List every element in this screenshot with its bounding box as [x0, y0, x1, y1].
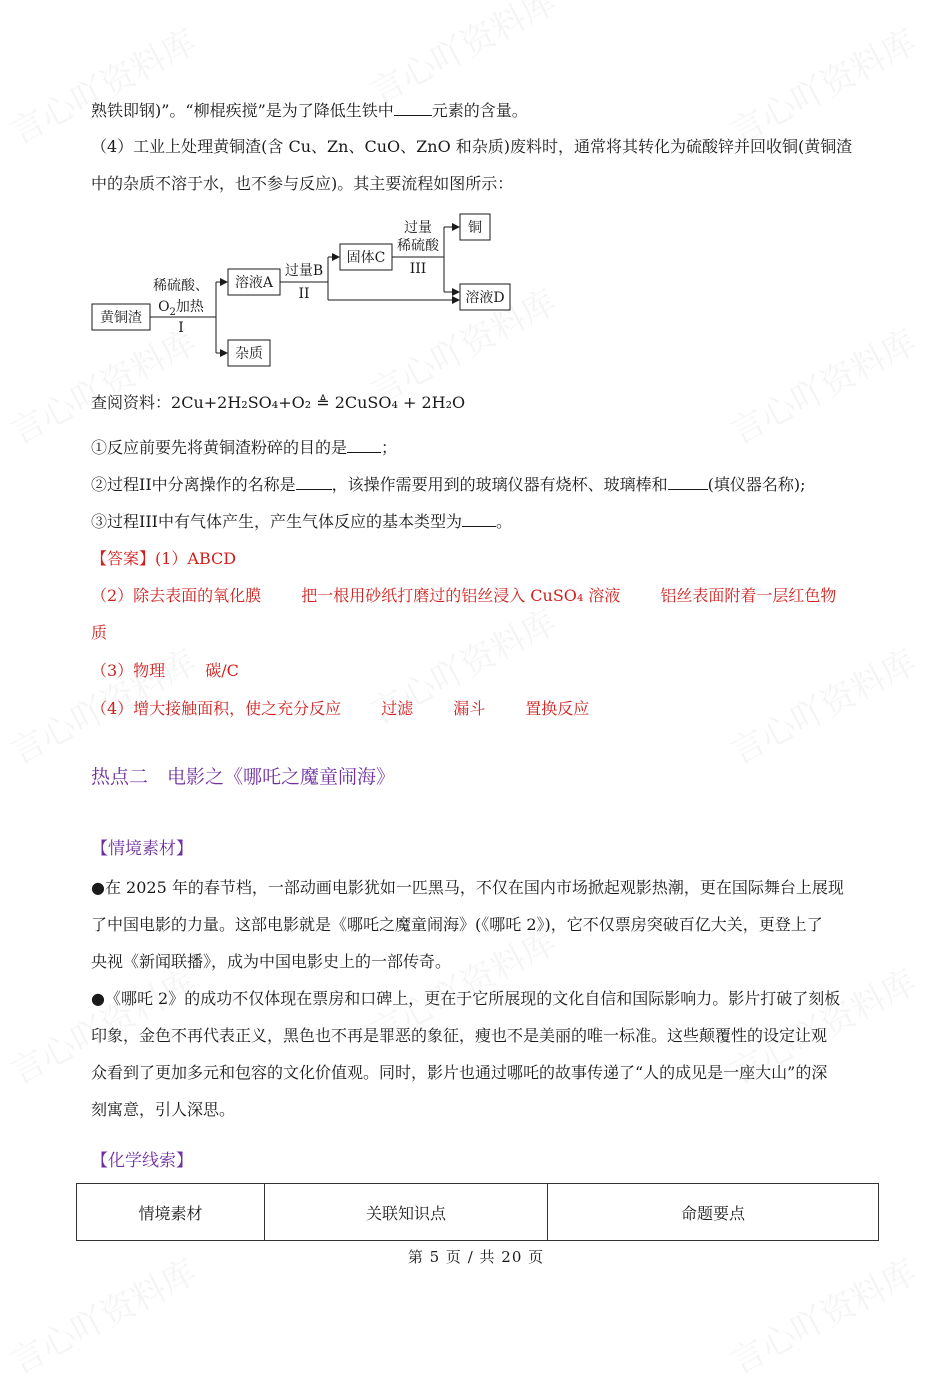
answer-4-part-3: 漏斗: [453, 699, 486, 718]
watermark: [360, 0, 563, 114]
sub-question-1-text: ①反应前要先将黄铜渣粉碎的目的是: [91, 438, 348, 457]
label-step2-reagent: 过量B: [284, 263, 324, 279]
answer-blank: [394, 99, 432, 116]
sub-question-3: [91, 510, 512, 533]
paragraph-1-line-3: 央视《新闻联播》，成为中国电影史上的一部传奇。: [91, 952, 452, 971]
sub-question-1-end: ；: [381, 438, 398, 457]
label-step3-reagent-a: 过量: [404, 220, 432, 236]
page-footer: 第 5 页 / 共 20 页: [407, 1248, 545, 1266]
answer-blank: [347, 436, 381, 453]
reference-line: [91, 392, 465, 414]
answer-4-part-4: 置换反应: [525, 699, 590, 718]
answer-3-part-2: 碳/C: [205, 661, 239, 680]
label-solution-d: 溶液D: [465, 290, 505, 306]
sub-question-3-text: ③过程III中有气体产生，产生气体反应的基本类型为: [91, 512, 462, 531]
watermark: [0, 15, 203, 154]
answer-4: [91, 698, 589, 720]
reference-label: 查阅资料：: [91, 393, 172, 412]
paragraph-2-line-2: 印象，金色不再代表正义，黑色也不再是罪恶的象征，瘦也不是美丽的唯一标准。这些颠覆性的设定让观: [91, 1026, 828, 1045]
table-header-cell: 情境素材: [77, 1184, 265, 1241]
label-solution-a: 溶液A: [234, 275, 274, 291]
label-step3-reagent-b: 稀硫酸: [397, 238, 439, 254]
answer-1: 【答案】(1）ABCD: [91, 549, 237, 568]
clue-heading: 【化学线索】: [91, 1151, 193, 1171]
answer-4-part-1: （4）增大接触面积，使之充分反应: [91, 699, 342, 718]
table-header-row: [77, 1184, 879, 1241]
answer-blank: [462, 510, 496, 527]
label-solid-c: 固体C: [346, 250, 386, 266]
answer-3: [91, 660, 239, 682]
intro-line: [91, 99, 528, 122]
sub-question-2-text: ②过程II中分离操作的名称是: [91, 475, 296, 494]
sub-question-1: [91, 436, 397, 459]
watermark: [720, 315, 923, 454]
answer-2: [91, 585, 836, 607]
answer-blank: [296, 473, 332, 490]
answer-2-part-1: （2）除去表面的氧化膜: [91, 586, 262, 605]
paragraph-2-line-4: 刻寓意，引人深思。: [91, 1100, 236, 1119]
watermark: [720, 15, 923, 154]
answer-2-part-3: 铝丝表面附着一层红色物: [660, 586, 837, 605]
label-step3-number: III: [409, 261, 427, 277]
label-step1-reagent: 稀硫酸、: [153, 278, 209, 294]
q4-line-1: （4）工业上处理黄铜渣(含 Cu、Zn、CuO、ZnO 和杂质)废料时，通常将其转化为硫酸锌并回收铜(黄铜渣: [91, 137, 853, 156]
o2-subscript: 2: [169, 307, 176, 318]
answer-2-part-2: 把一根用砂纸打磨过的铝丝浸入 CuSO₄ 溶液: [301, 586, 621, 605]
o2-condition: 加热: [175, 299, 204, 315]
o2-symbol: O: [158, 299, 170, 315]
label-step1-number: I: [178, 320, 184, 336]
sub-question-2-end: (填仪器名称);: [707, 475, 806, 494]
label-impurity: 杂质: [235, 346, 263, 362]
paragraph-1-line-2: 了中国电影的力量。这部电影就是《哪吒之魔童闹海》(《哪吒 2》)，它不仅票房突破百亿大关，更登上了: [91, 915, 823, 934]
paragraph-2-line-1: ●《哪吒 2》的成功不仅体现在票房和口碑上，更在于它所展现的文化自信和国际影响力。影片打破了刻板: [91, 989, 841, 1008]
intro-text-a: 熟铁即钢)”。“柳棍疾搅”是为了降低生铁中: [91, 101, 394, 120]
paragraph-1-line-1: ●在 2025 年的春节档，一部动画电影犹如一匹黑马，不仅在国内市场掀起观影热潮，更在国际舞台上展现: [91, 878, 844, 897]
watermark: [720, 635, 923, 774]
sub-question-3-end: 。: [495, 512, 512, 531]
answer-2-continued: 质: [91, 623, 108, 642]
intro-text-b: 元素的含量。: [431, 101, 528, 120]
paragraph-2-line-3: 众看到了更加多元和包容的文化价值观。同时，影片也通过哪吒的故事传递了“人的成见是一座大山”的深: [91, 1063, 828, 1082]
sub-question-2: [91, 473, 806, 496]
label-huangtongzha: 黄铜渣: [100, 310, 142, 326]
label-copper: 铜: [468, 220, 482, 236]
process-flowchart: [88, 210, 528, 370]
table-header-cell: 关联知识点: [265, 1184, 548, 1241]
sub-question-2-mid: ，该操作需要用到的玻璃仪器有烧杯、玻璃棒和: [331, 475, 668, 494]
material-heading: 【情境素材】: [91, 839, 193, 859]
label-step1-o2: [158, 298, 205, 318]
answer-3-part-1: （3）物理: [91, 661, 166, 680]
chemistry-clue-table: [76, 1183, 879, 1241]
table-header-cell: 命题要点: [548, 1184, 879, 1241]
section-title: 热点二 电影之《哪吒之魔童闹海》: [91, 766, 396, 788]
reaction-equation: 2Cu+2H₂SO₄+O₂ ≜ 2CuSO₄ + 2H₂O: [171, 393, 466, 412]
label-step2-number: II: [298, 286, 310, 302]
answer-blank: [668, 473, 708, 490]
q4-line-2: 中的杂质不溶于水，也不参与反应)。其主要流程如图所示：: [91, 174, 514, 193]
answer-4-part-2: 过滤: [381, 699, 414, 718]
